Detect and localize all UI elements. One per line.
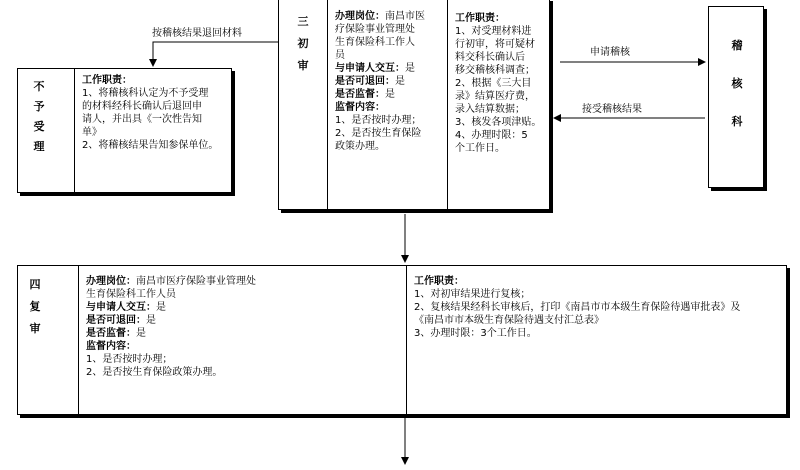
first-review-duty: 工作职责： 1、对受理材料进 行初审，将可疑材 料交科长确认后 移交稽核科调查； 2、根据《三大目 录》结算医疗费， 录入结算数据； 3、核发各项津贴。 4、办理时限：5 个工作日。	[455, 13, 542, 154]
fourth-review-box	[17, 265, 787, 415]
reject-box-label: 不 予 受 理	[33, 80, 45, 153]
audit-box-label: 稽 核 科	[731, 39, 743, 128]
first-review-label: 三 初 审	[297, 15, 309, 72]
return-arrow	[153, 42, 278, 66]
audit-box	[708, 6, 764, 188]
result-arrow-label: 接受稽核结果	[582, 104, 642, 115]
first-review-info: 办理岗位：南昌市医 疗保险事业管理处 生育保险科工作人 员 与申请人交互：是 是否可退回：是 是否监督：是 监督内容： 1、是否按时办理； 2、是否按生育保险 政策办理。	[335, 11, 425, 152]
fourth-review-duty: 工作职责： 1、对初审结果进行复核； 2、复核结果经科长审核后，打印《南昌市市本级生育保险待遇审批表》及 《南昌市市本级生育保险待遇支付汇总表》 3、办理时限：3个工作日。	[414, 276, 741, 339]
first-review-box	[278, 0, 550, 210]
fourth-review-label: 四 复 审	[29, 278, 41, 335]
return-arrow-label: 按稽核结果退回材料	[152, 28, 242, 39]
apply-arrow-label: 申请稽核	[590, 47, 630, 58]
reject-duty: 工作职责： 1、将稽核科认定为不予受理 的材料经科长确认后退回申 请人，并出具《一次性告知 单》 2、将稽核结果告知参保单位。	[82, 75, 219, 151]
fourth-review-info: 办理岗位：南昌市医疗保险事业管理处 生育保险科工作人员 与申请人交互：是 是否可退回：是 是否监督：是 监督内容： 1、是否按时办理； 2、是否按生育保险政策办理。	[86, 276, 256, 378]
reject-box	[17, 68, 232, 193]
